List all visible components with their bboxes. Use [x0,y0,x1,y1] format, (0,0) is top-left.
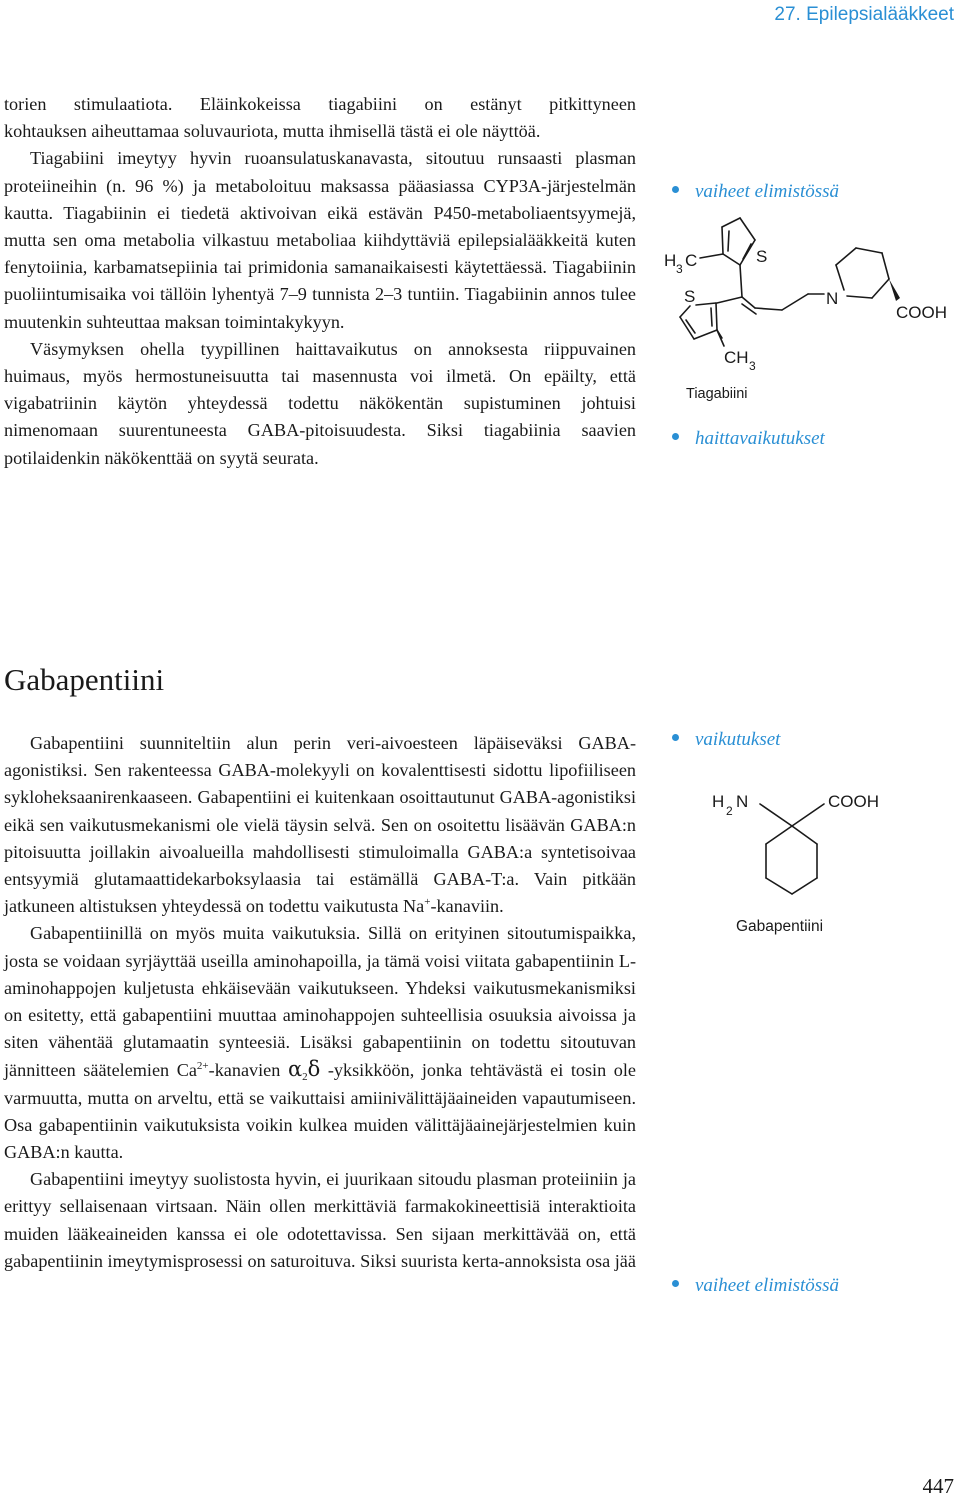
paragraph [4,920,636,1166]
paragraph: Väsymyksen ohella tyypillinen haittavaikutus on annoksesta riippuvainen huimaus, myös hermostuneisuutta tai masennusta voi ilmetä. On epäilty, että vigabatriinin käytön yhteydessä todettu näkökentän supistuminen johtuisi nimenomaan suurentuneesta GABA-pitoisuudesta. Siksi tiagabiinia saavien potilaidenkin näkökenttää on syytä seurata. [4,338,636,468]
greek-symbol: δ [307,1057,321,1082]
subscript: 2 [302,1071,308,1084]
paragraph: Tiagabiini imeytyy hyvin ruoansulatuskanavasta, sitoutuu runsaasti plasman proteiineihin (n. 96 %) ja metaboloituu maksassa pääasiassa CYP3A-järjestelmän kautta. Tiagabiinin ei tiedetä aktivoivan eikä estävän P450-metaboliaentsyymejä, mutta sen oma metabolia vilkastuu metaboliaa kiihdyttäviä epilepsialääkkeitä kuten fenytoiinia, karbamatsepiinia tai primidonia samanaikaisesti käytettäessä. Tiagabiinin puoliintumisaika voi tällöin lyhentyä 7–9 tunnista 2–3 tuntiin. Tiagabiinin annos tulee muutenkin suhteuttaa maksan toimintakykyyn. [4,148,636,332]
structure-label: CH [724,348,749,367]
paragraph-line: torien stimulaatiota. Eläinkokeissa tiagabiini on estänyt pitkittyneen [4,94,636,114]
chapter-title: 27. Epilepsialääkkeet [774,4,954,25]
tiagabine-text-column [4,91,636,472]
structure-label: S [756,247,768,266]
structure-caption: Gabapentiini [736,918,824,935]
structure-label: H [664,251,677,270]
paragraph-text: -kanaviin. [430,896,504,917]
bullet-dot-icon [672,433,679,440]
structure-label: COOH [828,792,879,811]
structure-label: C [685,251,698,270]
bullet-dot-icon [672,186,679,193]
structure-label: 2 [726,804,733,818]
bullet-dot-icon [672,1280,679,1287]
structure-label: H [712,792,725,811]
paragraph-text: Gabapentiinillä on myös muita vaikutuksia. Sillä on erityinen sitoutumispaikka, josta se voidaan syrjäyttää useilla aminohapoilla, ja tämä voisi viitata gabapentiinin L-aminohappojen kuljetusta ehkäisevään vaikutukseen. Yhdeksi vaikutusmekanismiksi on esitetty, että gabapentiini muuttaa aminohappojen suhteellisia osuuksia aivoissa ja siten vähentää glutamaatin synteesiä. Lisäksi gabapentiinin on todettu sitoutuvan jännitteen säätelemien Ca [4,923,636,1081]
margin-note [672,729,780,751]
margin-note [672,1275,839,1297]
margin-note-text: vaiheet elimistössä [695,181,840,202]
gabapentin-structure [700,780,910,940]
paragraph: kohtauksen aiheuttamaa soluvauriota, mutta ihmisellä tästä ei ole näyttöä. [4,121,541,142]
structure-label: N [736,792,749,811]
greek-symbol: α [287,1057,303,1082]
structure-label: S [684,287,696,306]
paragraph-text: Gabapentiini suunniteltiin alun perin veri-aivoesteen läpäiseväksi GABA-agonistiksi. Sen rakenteessa GABA-molekyyli on kovalenttisesti sidottu lipofiiliseen sykloheksaanirenkaaseen. Gabapentiini ei kuitenkaan osoittautunut GABA-agonistiksi eikä sen vaikutusmekanismi ole vielä täysin selvä. Sen on osoitettu lisäävän GABA:n pitoisuutta joillakin aivoalueilla mahdollisesti stimuloimalla GABA:a syntetisoivaa entsyymiä glutamaattidekarboksylaasia tai estämällä GABA-T:a. Vain pitkään jatkuneen altistuksen yhteydessä on todettu vaikutusta Na [4,733,636,917]
page-number: 447 [922,1474,954,1498]
gabapentin-text-column [4,730,636,1275]
margin-note-text: vaiheet elimistössä [695,1275,840,1296]
section-heading: Gabapentiini [4,662,165,697]
margin-note [672,428,825,450]
structure-label: N [826,289,839,308]
structure-label: COOH [896,303,947,322]
paragraph-text: -kanavien [208,1060,288,1081]
superscript: + [424,896,431,909]
margin-note-text: vaikutukset [695,729,781,750]
margin-note-text: haittavaikutukset [695,428,825,449]
paragraph-continuation [4,91,636,118]
bullet-dot-icon [672,734,679,741]
margin-note [672,181,839,203]
paragraph-text: -yksikköön, jonka tehtävästä ei tosin ole varmuutta, mutta on arveltu, että se vaikuttaisi amiinivälittäjäaineiden vapautumiseen. Osa gabapentiinin vaikutuksista voikin kulkea muiden välittäjäainejärjestelmien kuin GABA:n kautta. [4,1060,636,1163]
structure-caption: Tiagabiini [686,386,748,402]
structure-label: 3 [749,359,756,373]
paragraph: Gabapentiini imeytyy suolistosta hyvin, ei juurikaan sitoudu plasman proteiiniin ja erittyy sellaisenaan virtsaan. Näin ollen merkittäviä farmakokineettisiä interaktioita muiden lääkeaineiden kanssa ei ole odotettavissa. Sen sijaan merkittävää on, että gabapentiinin imeytymisprosessi on saturoituva. Siksi suurista kerta-annoksista osa jää [4,1169,636,1271]
paragraph [4,730,636,920]
tiagabine-structure [660,210,956,410]
superscript: 2+ [196,1060,209,1073]
structure-label: 3 [676,262,683,276]
